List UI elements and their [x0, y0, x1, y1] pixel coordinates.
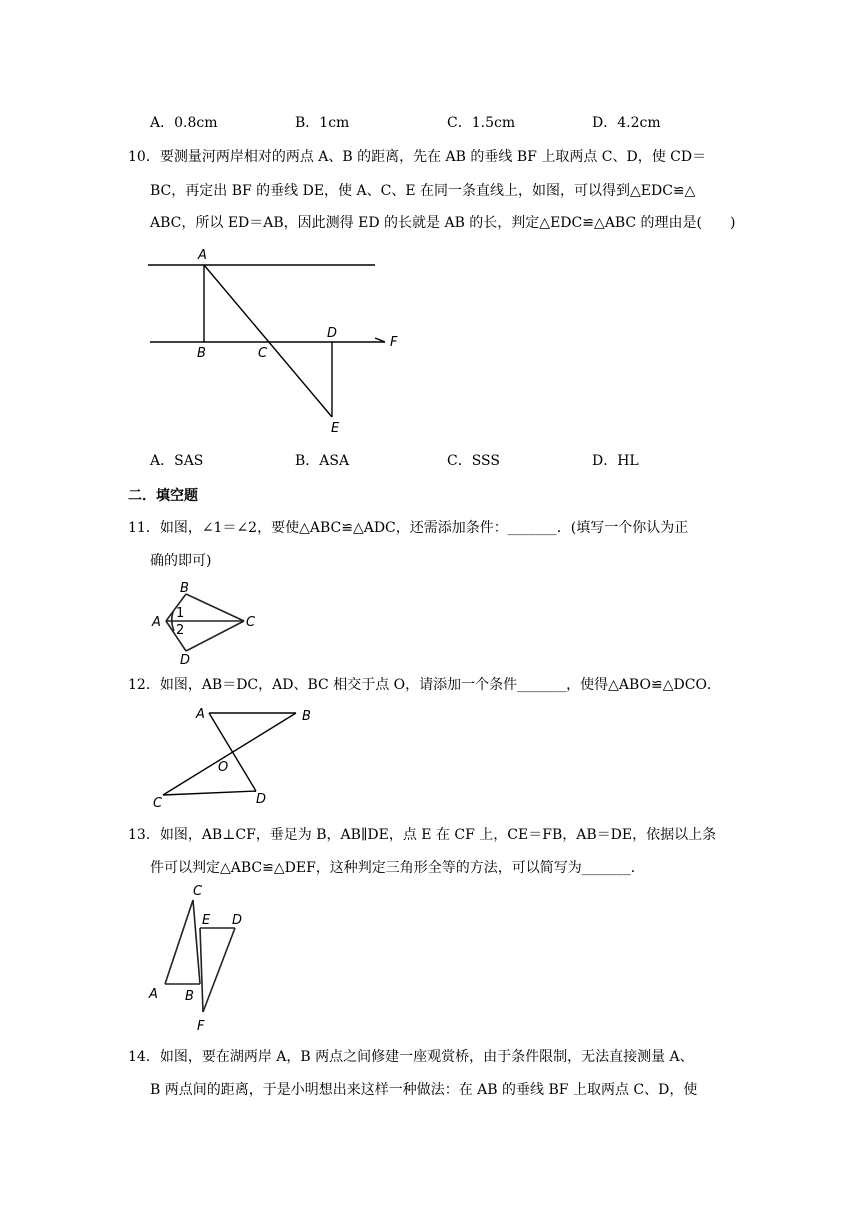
- q10-label-e: E: [331, 421, 340, 436]
- q10-segment-ae: [204, 265, 332, 417]
- section-title: 二．填空题: [128, 488, 198, 504]
- q10-label-a: A: [198, 248, 207, 263]
- q13-segment-ca: [165, 900, 193, 984]
- q10-line-1: 10．要测量河两岸相对的两点 A、B 的距离，先在 AB 的垂线 BF 上取两点 C、D，使 CD＝: [128, 149, 707, 165]
- q13-label-b: B: [185, 989, 194, 1004]
- q9-option-b: B．1cm: [295, 115, 350, 131]
- q12-label-a: A: [196, 707, 205, 722]
- q10-option-c: C．SSS: [447, 453, 500, 469]
- q10-label-c: C: [258, 346, 268, 361]
- q10-option-d: D．HL: [592, 453, 639, 469]
- q11-label-2: 2: [176, 623, 185, 638]
- q10-option-a: A．SAS: [150, 453, 204, 469]
- q12-segment-bc: [163, 713, 296, 795]
- q11-label-b: B: [180, 581, 189, 596]
- q10-line-3: ABC，所以 ED＝AB，因此测得 ED 的长就是 AB 的长，判定△EDC≌△ABC 的理由是( ): [150, 215, 736, 231]
- q14-line-1: 14．如图，要在湖两岸 A，B 两点之间修建一座观赏桥，由于条件限制，无法直接测量 A、: [128, 1049, 694, 1065]
- q13-label-c: C: [193, 884, 203, 899]
- q10-option-b: B．ASA: [295, 453, 350, 469]
- q12-label-c: C: [153, 796, 163, 811]
- q12-label-b: B: [302, 709, 311, 724]
- q11-line-2: 确的即可): [150, 553, 212, 569]
- q13-label-d: D: [232, 913, 243, 928]
- q9-option-a: A．0.8cm: [150, 115, 218, 131]
- q11-segment-dc: [186, 621, 244, 651]
- q12-figure: [148, 701, 328, 811]
- q11-label-a: A: [152, 615, 161, 630]
- q10-label-b: B: [197, 346, 206, 361]
- q13-segment-df: [203, 928, 235, 1012]
- q13-label-a: A: [149, 987, 158, 1002]
- q10-line-2: BC，再定出 BF 的垂线 DE，使 A、C、E 在同一条直线上，如图，可以得到△EDC≌△: [150, 183, 696, 199]
- q10-figure: [140, 245, 410, 435]
- q11-label-d: D: [180, 653, 191, 668]
- q13-segment-cb: [193, 900, 200, 984]
- q12-label-o: O: [218, 760, 229, 775]
- q9-option-c: C．1.5cm: [447, 115, 516, 131]
- q10-label-d: D: [327, 326, 338, 341]
- q13-label-e: E: [202, 913, 211, 928]
- q13-segment-ef: [200, 928, 203, 1012]
- q13-label-f: F: [197, 1019, 205, 1034]
- q11-label-c: C: [246, 615, 256, 630]
- q9-option-d: D．4.2cm: [592, 115, 661, 131]
- q11-figure: [148, 577, 268, 669]
- q11-line-1: 11．如图，∠1＝∠2，要使△ABC≌△ADC，还需添加条件：_______．(填写一个你认为正: [128, 520, 689, 536]
- q13-line-2: 件可以判定△ABC≌△DEF，这种判定三角形全等的方法，可以简写为_______．: [150, 860, 645, 876]
- q11-segment-bc: [186, 594, 244, 621]
- q12-line-1: 12．如图，AB＝DC，AD、BC 相交于点 O，请添加一个条件_______，使得△ABO≌△DCO．: [128, 677, 721, 693]
- q11-label-1: 1: [176, 606, 185, 621]
- q10-label-f: F: [390, 335, 398, 350]
- q12-label-d: D: [256, 792, 267, 807]
- q13-figure: [145, 880, 265, 1035]
- q12-segment-cd: [163, 791, 256, 795]
- q14-line-2: B 两点间的距离，于是小明想出来这样一种做法：在 AB 的垂线 BF 上取两点 C、D，使: [150, 1082, 698, 1098]
- q13-line-1: 13．如图，AB⊥CF，垂足为 B，AB∥DE，点 E 在 CF 上，CE＝FB，AB＝DE，依据以上条: [128, 827, 717, 843]
